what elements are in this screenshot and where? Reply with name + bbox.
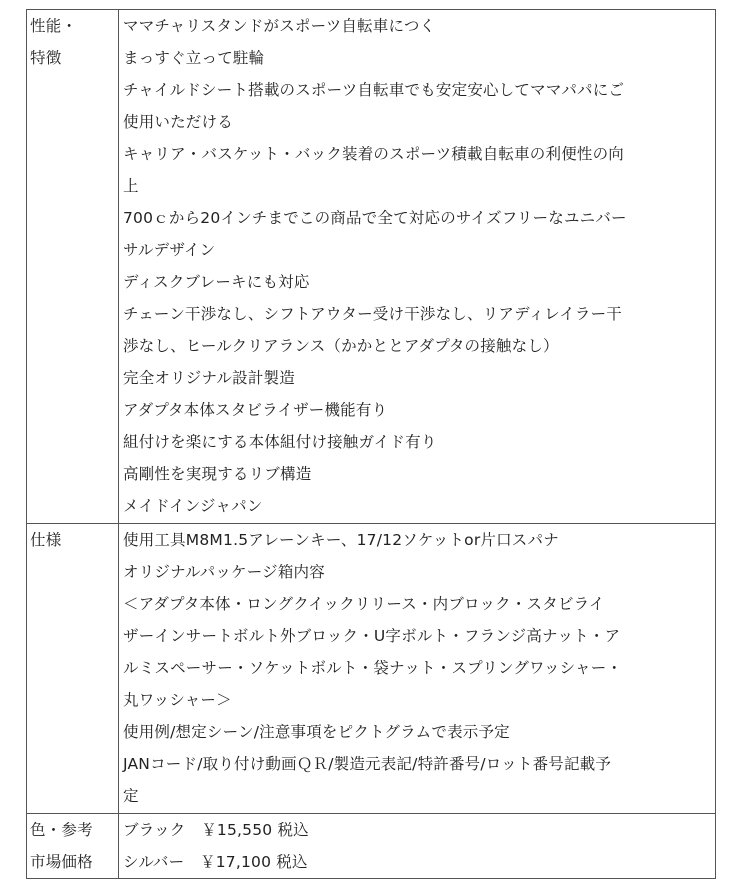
label-line: 特徴 <box>30 49 62 67</box>
row-content-color-price <box>119 814 716 879</box>
content-line: 組付けを楽にする本体組付け接触ガイド有り <box>123 433 437 451</box>
label-line: 仕様 <box>30 531 62 549</box>
content-line: 上 <box>123 177 139 195</box>
content-line: キャリア・バスケット・バック装着のスポーツ積載自転車の利便性の向 <box>123 145 625 163</box>
spec-table <box>26 9 716 879</box>
content-line: ママチャリスタンドがスポーツ自転車につく <box>123 17 436 35</box>
row-content-spec <box>119 524 716 814</box>
table-row <box>27 814 716 879</box>
price-line: ブラック ￥15,550 税込 <box>123 821 309 839</box>
content-line: 完全オリジナル設計製造 <box>123 369 295 387</box>
content-line: 丸ワッシャー＞ <box>123 691 232 709</box>
content-line: 使用いただける <box>123 113 233 131</box>
content-line: 使用工具M8M1.5アレーンキー、17/12ソケットor片口スパナ <box>123 531 559 549</box>
content-line: ルミスペーサー・ソケットボルト・袋ナット・スプリングワッシャー・ <box>123 659 623 677</box>
content-line: JANコード/取り付け動画ＱＲ/製造元表記/特許番号/ロット番号記載予 <box>123 755 612 773</box>
content-line: チェーン干渉なし、シフトアウター受け干渉なし、リアディレイラー干 <box>123 305 622 323</box>
content-line: まっすぐ立って駐輪 <box>123 49 265 67</box>
label-line: 市場価格 <box>30 853 93 871</box>
content-line: ザーインサートボルト外ブロック・U字ボルト・フランジ高ナット・ア <box>123 627 621 645</box>
table-row <box>27 10 716 524</box>
table-row <box>27 524 716 814</box>
content-line: 使用例/想定シーン/注意事項をピクトグラムで表示予定 <box>123 723 510 741</box>
row-label-features <box>27 10 119 524</box>
label-line: 色・参考 <box>30 821 93 839</box>
content-line: 渉なし、ヒールクリアランス（かかととアダプタの接触なし） <box>123 337 559 355</box>
row-label-spec <box>27 524 119 814</box>
content-line: オリジナルパッケージ箱内容 <box>123 563 325 581</box>
price-line: シルバー ￥17,100 税込 <box>123 853 308 871</box>
content-line: 高剛性を実現するリブ構造 <box>123 465 312 483</box>
row-label-color-price <box>27 814 119 879</box>
content-line: アダプタ本体スタビライザー機能有り <box>123 401 388 419</box>
row-content-features <box>119 10 716 524</box>
content-line: 定 <box>123 787 139 805</box>
content-line: サルデザイン <box>123 241 216 259</box>
content-line: メイドインジャパン <box>123 497 263 515</box>
label-line: 性能・ <box>30 17 78 35</box>
content-line: ディスクブレーキにも対応 <box>123 273 310 291</box>
content-line: チャイルドシート搭載のスポーツ自転車でも安定安心してママパパにご <box>123 81 625 99</box>
content-line: 700ｃから20インチまでこの商品で全て対応のサイズフリーなユニバー <box>123 209 627 227</box>
content-line: ＜アダプタ本体・ロングクイックリリース・内ブロック・スタビライ <box>123 595 605 613</box>
